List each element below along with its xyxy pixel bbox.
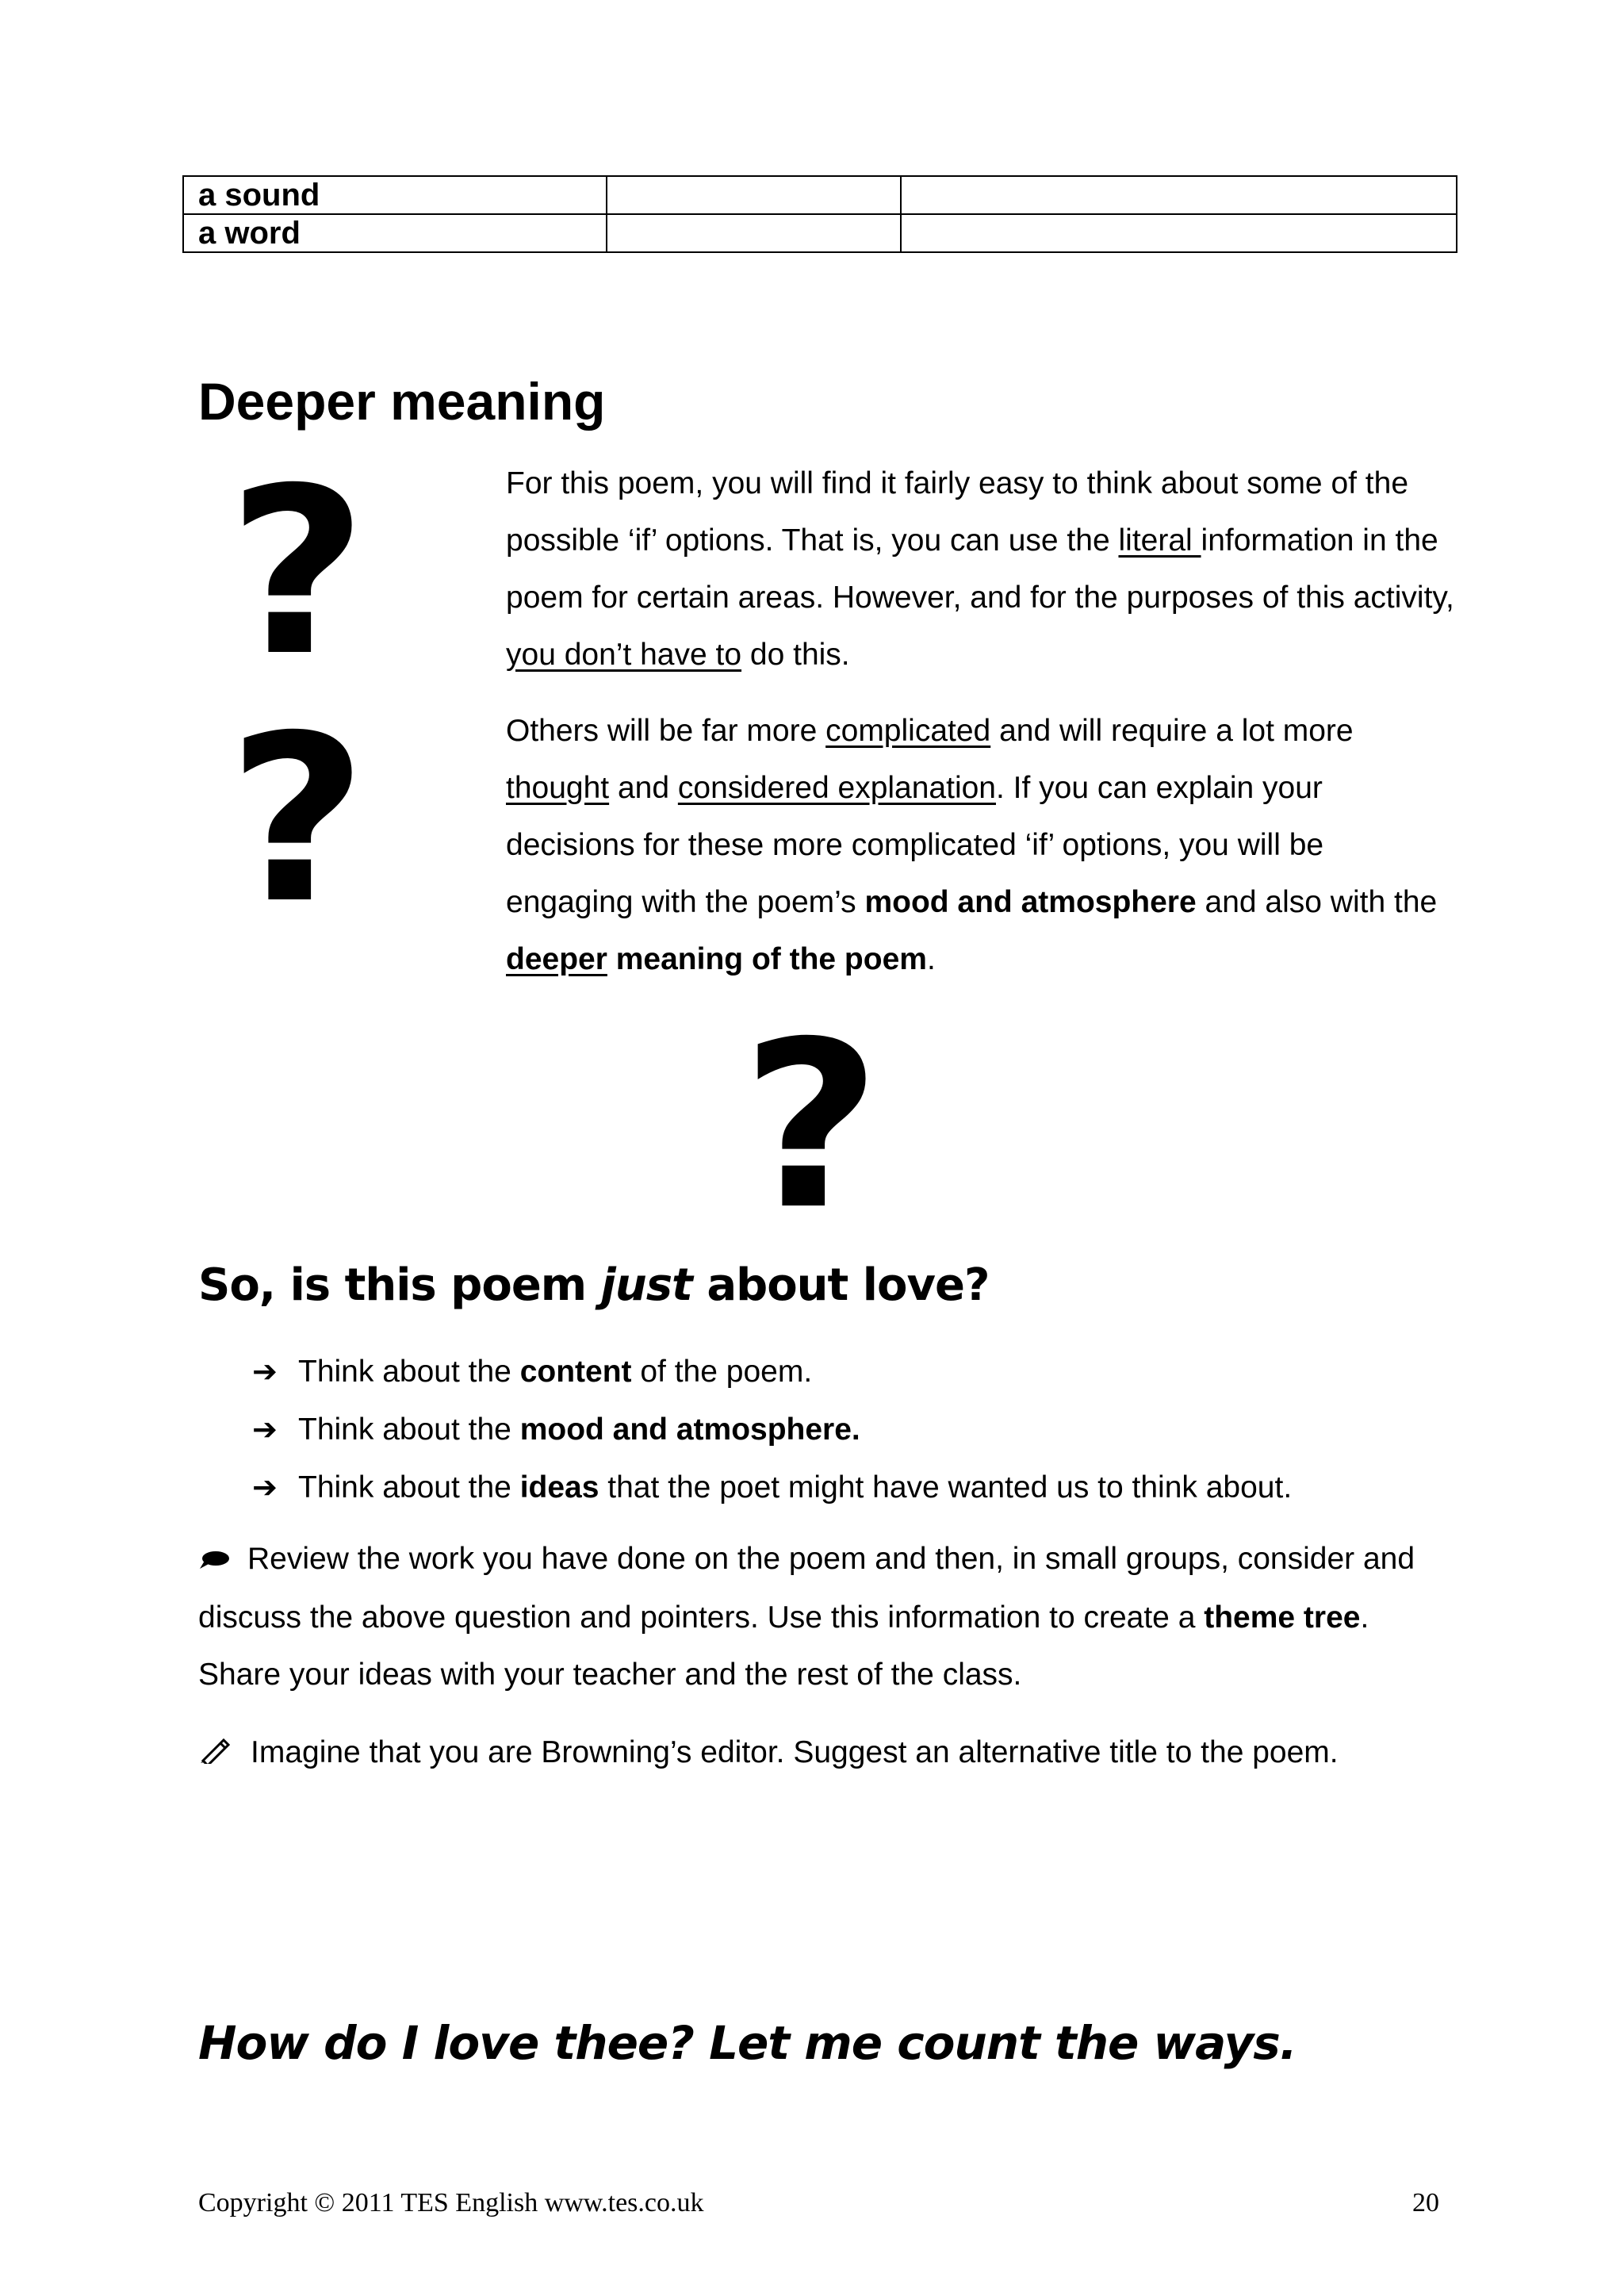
deeper-meaning-heading: Deeper meaning	[198, 372, 606, 431]
table-row	[183, 176, 1457, 214]
table-cell[interactable]	[607, 176, 901, 214]
arrow-right-icon: ➔	[252, 1470, 278, 1504]
question-mark-icon: ?	[227, 439, 368, 707]
dont-have-to-underline: you don’t have to	[506, 638, 742, 672]
arrow-right-icon: ➔	[252, 1412, 278, 1447]
question-mark-icon: ?	[741, 993, 882, 1260]
love-question-heading: So, is this poem just about love?	[198, 1259, 990, 1311]
table-cell[interactable]	[901, 176, 1457, 214]
editor-task-paragraph: Imagine that you are Browning’s editor. Suggest an alternative title to the poem.	[198, 1724, 1459, 1783]
table-cell[interactable]	[607, 214, 901, 252]
literal-underline: literal	[1118, 523, 1201, 558]
list-item: ➔ Think about the mood and atmosphere.	[252, 1401, 1292, 1458]
pencil-icon	[198, 1726, 251, 1783]
copyright-footer: Copyright © 2011 TES English www.tes.co.uk	[198, 2188, 704, 2217]
table-cell: a sound	[183, 176, 607, 214]
response-table	[182, 175, 1457, 253]
list-item: ➔ Think about the content of the poem.	[252, 1343, 1292, 1401]
arrow-right-icon: ➔	[252, 1354, 278, 1389]
speech-bubble-icon	[198, 1532, 247, 1589]
closing-line: How do I love thee? Let me count the ways.	[198, 2016, 1297, 2070]
list-item: ➔ Think about the ideas that the poet might have wanted us to think about.	[252, 1458, 1292, 1516]
question-mark-icon: ?	[227, 687, 368, 954]
table-cell: a word	[183, 214, 607, 252]
pointer-list	[252, 1343, 1292, 1516]
page-number: 20	[1412, 2188, 1439, 2217]
discussion-paragraph: Review the work you have done on the poem and then, in small groups, consider and discuss the above question and pointers. Use this information to create a theme tree. Share your ideas with your teacher and the rest of the class.	[198, 1531, 1459, 1704]
table-cell[interactable]	[901, 214, 1457, 252]
paragraph-easy-options: For this poem, you will find it fairly easy to think about some of the possible ‘if’ options. That is, you can use the literal information in the poem for certain areas. However, and for the purposes of this activity, you don’t have to do this.	[506, 466, 1454, 672]
paragraph-complicated-options: Others will be far more complicated and will require a lot more thought and considered explanation. If you can explain your decisions for these more complicated ‘if’ options, you will be engaging with the poem’s mood and atmosphere and also with the deeper meaning of the poem.	[506, 714, 1438, 976]
table-row	[183, 214, 1457, 252]
